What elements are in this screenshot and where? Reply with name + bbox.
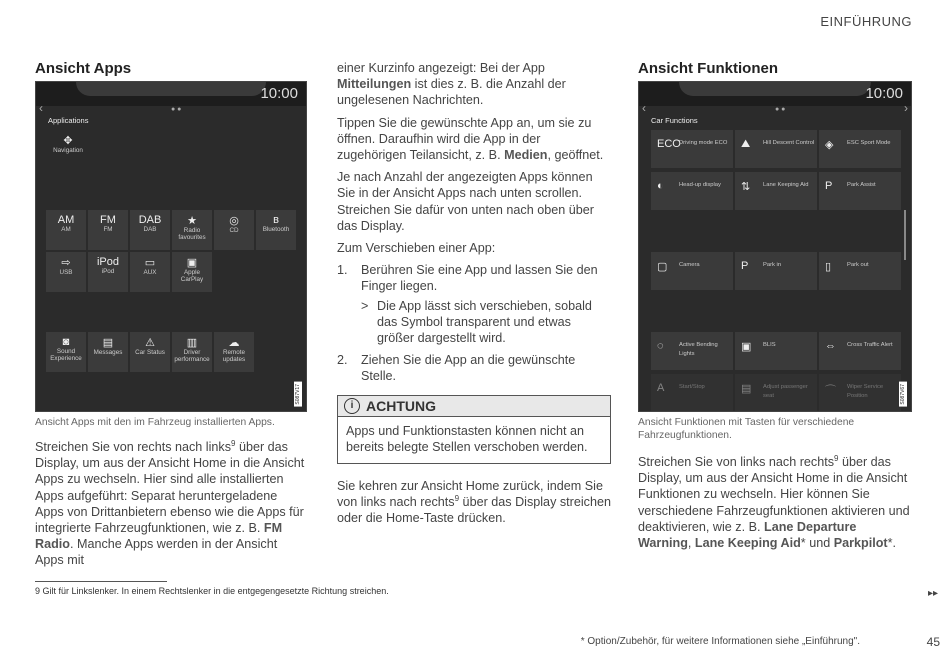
app-tile: FM FM bbox=[88, 210, 128, 250]
apps-screen-image bbox=[35, 81, 307, 412]
section-header: EINFÜHRUNG bbox=[820, 14, 912, 29]
chevron-left-icon: ‹ bbox=[39, 101, 43, 115]
app-icon: AM bbox=[57, 214, 75, 226]
app-tile: ◎ CD bbox=[214, 210, 254, 250]
app-icon: ☁ bbox=[228, 337, 240, 349]
image-code: S087V17 bbox=[295, 384, 301, 405]
image-code: S087V67 bbox=[900, 384, 906, 405]
footnote-divider bbox=[35, 581, 167, 582]
app-icon: ⇨ bbox=[61, 257, 71, 269]
scrollbar bbox=[904, 210, 906, 260]
figure-caption: Ansicht Funktionen mit Tasten für verschiedene Fahrzeugfunktionen. bbox=[638, 417, 855, 441]
app-tile: ▭ AUX bbox=[130, 252, 170, 292]
app-tile: ◙ Sound Experience bbox=[46, 332, 86, 372]
footer-note: * Option/Zubehör, für weitere Informationen siehe „Einführung". bbox=[580, 636, 860, 647]
function-icon: ⌒ bbox=[825, 385, 836, 397]
function-icon: ▢ bbox=[657, 261, 668, 273]
function-tile: ▤ Adjust passenger seat bbox=[735, 374, 817, 412]
app-icon: ʙ bbox=[273, 214, 279, 226]
function-icon: ▣ bbox=[741, 341, 752, 353]
app-tile: iPod iPod bbox=[88, 252, 128, 292]
steps-list bbox=[337, 262, 611, 384]
paragraph: einer Kurzinfo angezeigt: Bei der App Mitteilungen ist dies z. B. die Anzahl der ungelesenen Nachrichten. bbox=[337, 61, 566, 108]
app-icon: ◙ bbox=[62, 336, 70, 348]
app-icon: ▣ bbox=[186, 257, 198, 269]
list-item: 2. Ziehen Sie die App an die gewünschte Stelle. bbox=[337, 353, 576, 384]
function-tile: ⇔ Cross Traffic Alert bbox=[819, 332, 901, 370]
app-navigation: ✥ Navigation bbox=[48, 130, 88, 168]
function-icon: ◌ bbox=[657, 340, 664, 352]
paragraph: Zum Verschieben einer App: bbox=[337, 241, 496, 256]
app-tile: ▤ Messages bbox=[88, 332, 128, 372]
figure-caption: Ansicht Apps mit den im Fahrzeug installierten Apps. bbox=[35, 417, 275, 428]
function-icon: ▯ bbox=[825, 261, 832, 273]
function-tile: ⇅ Lane Keeping Aid bbox=[735, 172, 817, 210]
function-tile: P Park Assist bbox=[819, 172, 901, 210]
page-dots-icon: ● ● bbox=[171, 106, 182, 113]
continue-arrows-icon: ▸▸ bbox=[927, 588, 938, 599]
function-icon: P bbox=[741, 260, 749, 272]
app-tile: ▥ Driver performance bbox=[172, 332, 212, 372]
function-tile: ◌ Active Bending Lights bbox=[651, 332, 733, 370]
function-tile: ⌒ Wiper Service Position bbox=[819, 374, 901, 412]
function-icon: ▤ bbox=[741, 383, 752, 395]
app-icon: ▭ bbox=[144, 257, 156, 269]
function-tile: ◈ ESC Sport Mode bbox=[819, 130, 901, 168]
info-icon: i bbox=[344, 398, 360, 414]
app-icon: iPod bbox=[96, 256, 120, 268]
chevron-right-icon: › bbox=[904, 101, 908, 115]
app-icon: FM bbox=[100, 214, 116, 226]
function-icon: P bbox=[825, 180, 833, 192]
column-text bbox=[337, 60, 611, 527]
function-tile: ECO Driving mode ECO bbox=[651, 130, 733, 168]
function-icon: ⛰ bbox=[741, 138, 751, 150]
function-tile: ▯ Park out bbox=[819, 252, 901, 290]
app-tile: ʙ Bluetooth bbox=[256, 210, 296, 250]
screen-title: Car Functions bbox=[651, 116, 698, 125]
paragraph: Tippen Sie die gewünschte App an, um sie zu öffnen. Daraufhin wird die App in der zugehörigen Teilansicht, z. B. Medien, geöffnet. bbox=[337, 115, 604, 163]
compass-icon: ✥ bbox=[63, 135, 73, 147]
page-number: 45 bbox=[926, 635, 940, 649]
function-icon: A bbox=[657, 382, 665, 394]
app-tile: ⇨ USB bbox=[46, 252, 86, 292]
function-icon: ◈ bbox=[825, 139, 834, 151]
app-icon: ★ bbox=[187, 215, 197, 227]
paragraph: Streichen Sie von links nach rechts$^9$ über das Display, um aus der Ansicht Home in die Ansicht Funktionen zu wechseln. Hier können Sie verschiedene Fahrzeugfunktionen aktivieren und deaktivieren, wie z. B. Lane Departure Warning, Lane Keeping Aid* und Parkpilot*. bbox=[638, 453, 910, 551]
list-subitem: > Die App lässt sich verschieben, sobald das Symbol transparent und etwas größer dargestellt wird. bbox=[361, 298, 592, 346]
app-tile: AM AM bbox=[46, 210, 86, 250]
section-title-functions: Ansicht Funktionen bbox=[638, 60, 778, 77]
footnote: 9 Gilt für Linkslenker. In einem Rechtslenker in die entgegengesetzte Richtung streichen. bbox=[35, 586, 389, 596]
app-tile: ★ Radio favourites bbox=[172, 210, 212, 250]
function-icon: ◐ bbox=[657, 180, 664, 192]
app-icon: ◎ bbox=[229, 215, 239, 227]
screen-clock: 10:00 bbox=[865, 85, 903, 102]
paragraph: Je nach Anzahl der angezeigten Apps können Sie in der Ansicht Apps nach unten scrollen. Streichen Sie dafür von unten nach oben über das Display. bbox=[337, 170, 594, 233]
chevron-left-icon: ‹ bbox=[642, 101, 646, 115]
app-icon: ▥ bbox=[186, 337, 198, 349]
section-title-apps: Ansicht Apps bbox=[35, 60, 132, 77]
page-dots-icon: ● ● bbox=[775, 106, 786, 113]
function-tile: ▣ BLIS bbox=[735, 332, 817, 370]
warning-box: i ACHTUNG Apps und Funktionstasten können nicht an bereits belegte Stellen verschoben werden. bbox=[337, 395, 611, 464]
functions-screen-image bbox=[638, 81, 912, 412]
app-icon: DAB bbox=[138, 214, 162, 226]
column-functions bbox=[638, 60, 912, 551]
function-icon: ⇅ bbox=[741, 181, 751, 193]
app-tile: ▣ Apple CarPlay bbox=[172, 252, 212, 292]
function-tile: A Start/Stop bbox=[651, 374, 733, 412]
function-tile: ⛰ Hill Descent Control bbox=[735, 130, 817, 168]
app-icon: ▤ bbox=[102, 337, 114, 349]
app-icon: ⚠ bbox=[145, 337, 155, 349]
function-icon: ⇔ bbox=[825, 340, 836, 352]
list-item: 1. Berühren Sie eine App und lassen Sie den Finger liegen. bbox=[337, 263, 598, 294]
screen-clock: 10:00 bbox=[260, 85, 298, 102]
app-tile: ☁ Remote updates bbox=[214, 332, 254, 372]
column-apps bbox=[35, 60, 307, 569]
function-tile: ▢ Camera bbox=[651, 252, 733, 290]
paragraph: Streichen Sie von rechts nach links$^9$ über das Display, um aus der Ansicht Home in die Ansicht Apps zu wechseln. Hier sind alle installierten Apps aufgeführt: Separat heruntergeladene Apps von Drittanbietern ebenso wie die Apps für integrierte Fahrzeugfunktionen, wie z. B. FM Radio. Manche Apps werden in der Ansicht Apps mit bbox=[35, 438, 305, 568]
paragraph: Sie kehren zur Ansicht Home zurück, indem Sie von links nach rechts$^9$ über das Display streichen oder die Home-Taste drücken. bbox=[337, 479, 611, 526]
app-tile: ⚠ Car Status bbox=[130, 332, 170, 372]
function-icon: ECO bbox=[657, 138, 681, 150]
app-tile: DAB DAB bbox=[130, 210, 170, 250]
function-tile: ◐ Head-up display bbox=[651, 172, 733, 210]
screen-title: Applications bbox=[48, 116, 89, 125]
function-tile: P Park in bbox=[735, 252, 817, 290]
